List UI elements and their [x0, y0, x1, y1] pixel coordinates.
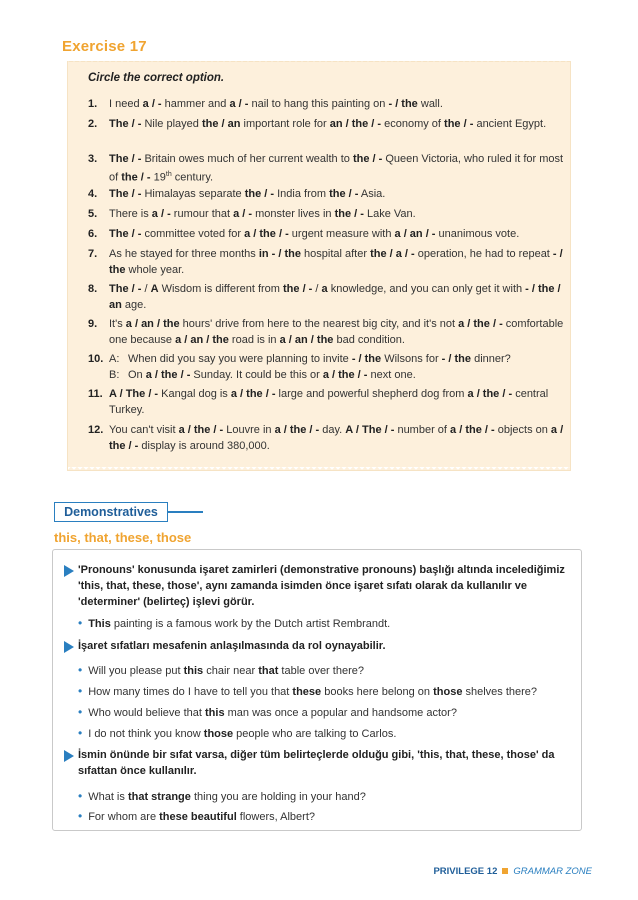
section-tag: Demonstratives: [54, 502, 168, 522]
example-item: • For whom are these beautiful flowers, Albert?: [78, 809, 316, 823]
dot-bullet-icon: •: [78, 789, 83, 803]
dot-bullet-icon: •: [78, 663, 83, 677]
section-tag-line: [167, 511, 203, 513]
exercise-item: 7. As he stayed for three months in - / the hospital after the / a / - operation, he had to repeat - / the whole year.: [88, 248, 563, 276]
exercise-item: 1. I need a / - hammer and a / - nail to hang this painting on - / the wall.: [88, 98, 443, 110]
example-item: • What is that strange thing you are holding in your hand?: [78, 789, 366, 803]
item-number: 6.: [88, 228, 98, 240]
item-number: 7.: [88, 248, 98, 260]
square-icon: [502, 868, 508, 874]
item-number: 3.: [88, 153, 98, 165]
item-number: 5.: [88, 208, 98, 220]
triangle-bullet-icon: [64, 641, 74, 653]
rule-point-3: İsmin önünde bir sıfat varsa, diğer tüm belirteçlerde olduğu gibi, 'this, that, these, those' da sıfattan önce kullanılır.: [78, 749, 555, 777]
example-item: • How many times do I have to tell you that these books here belong on those shelves there?: [78, 684, 538, 698]
exercise-item: 3. The / - Britain owes much of her current wealth to the / - Queen Victoria, who ruled it for most of the / - 19th century.: [88, 153, 564, 184]
item-number: 11.: [88, 388, 103, 400]
dot-bullet-icon: •: [78, 684, 83, 698]
footer-zone: GRAMMAR ZONE: [513, 866, 592, 877]
item-number: 2.: [88, 118, 98, 130]
page-footer: [433, 866, 592, 877]
example-item: • I do not think you know those people who are talking to Carlos.: [78, 726, 397, 740]
example-item: • Who would believe that this man was once a popular and handsome actor?: [78, 705, 457, 719]
example-item: • This painting is a famous work by the Dutch artist Rembrandt.: [78, 616, 391, 630]
triangle-bullet-icon: [64, 565, 74, 577]
footer-brand: PRIVILEGE 12: [433, 866, 498, 877]
exercise-item: 2. The / - Nile played the / an important role for an / the / - economy of the / - ancient Egypt.: [88, 118, 547, 130]
dot-bullet-icon: •: [78, 726, 83, 740]
exercise-item: 8. The / - / A Wisdom is different from the / - / a knowledge, and you can only get it with - / the / an age.: [88, 283, 561, 311]
exercise-item: 12. You can't visit a / the / - Louvre in a / the / - day. A / The / - number of a / the / - objects on a / the / - display is around 380,000.: [88, 424, 564, 452]
triangle-bullet-icon: [64, 750, 74, 762]
exercise-title: Exercise 17: [62, 38, 147, 55]
rule-point-1: 'Pronouns' konusunda işaret zamirleri (demonstrative pronouns) başlığı altında incelediğimiz 'this, that, these, those', aynı zamanda isimden önce işaret sıfatı olarak da kullanılır ve 'determiner' (belirteç) işlevi görür.: [78, 564, 565, 608]
exercise-instruction: Circle the correct option.: [88, 72, 225, 84]
dot-bullet-icon: •: [78, 616, 83, 630]
exercise-item: 10. A: When did you say you were planning to invite - / the Wilsons for - / the dinner? B: On a / the / - Sunday. It could be this or a / the / - next one.: [88, 353, 511, 381]
exercise-item: 6. The / - committee voted for a / the / - urgent measure with a / an / - unanimous vote.: [88, 228, 520, 240]
item-number: 12.: [88, 424, 104, 436]
exercise-item: 4. The / - Himalayas separate the / - India from the / - Asia.: [88, 188, 386, 200]
item-number: 10.: [88, 353, 104, 365]
dot-bullet-icon: •: [78, 809, 83, 823]
exercise-item: 9. It's a / an / the hours' drive from here to the nearest big city, and it's not a / the / - comfortable one because a / an / the road is in a / an / the bad condition.: [88, 318, 564, 346]
item-number: 4.: [88, 188, 98, 200]
dot-bullet-icon: •: [78, 705, 83, 719]
rule-point-2: İşaret sıfatları mesafenin anlaşılmasında da rol oynayabilir.: [78, 640, 386, 652]
exercise-item: 5. There is a / - rumour that a / - monster lives in the / - Lake Van.: [88, 208, 416, 220]
item-number: 9.: [88, 318, 98, 330]
example-item: • Will you please put this chair near that table over there?: [78, 663, 364, 677]
section-subtitle: this, that, these, those: [54, 530, 192, 545]
item-number: 8.: [88, 283, 98, 295]
item-number: 1.: [88, 98, 98, 110]
exercise-item: 11. A / The / - Kangal dog is a / the / - large and powerful shepherd dog from a / the / - central Turkey.: [88, 388, 549, 416]
